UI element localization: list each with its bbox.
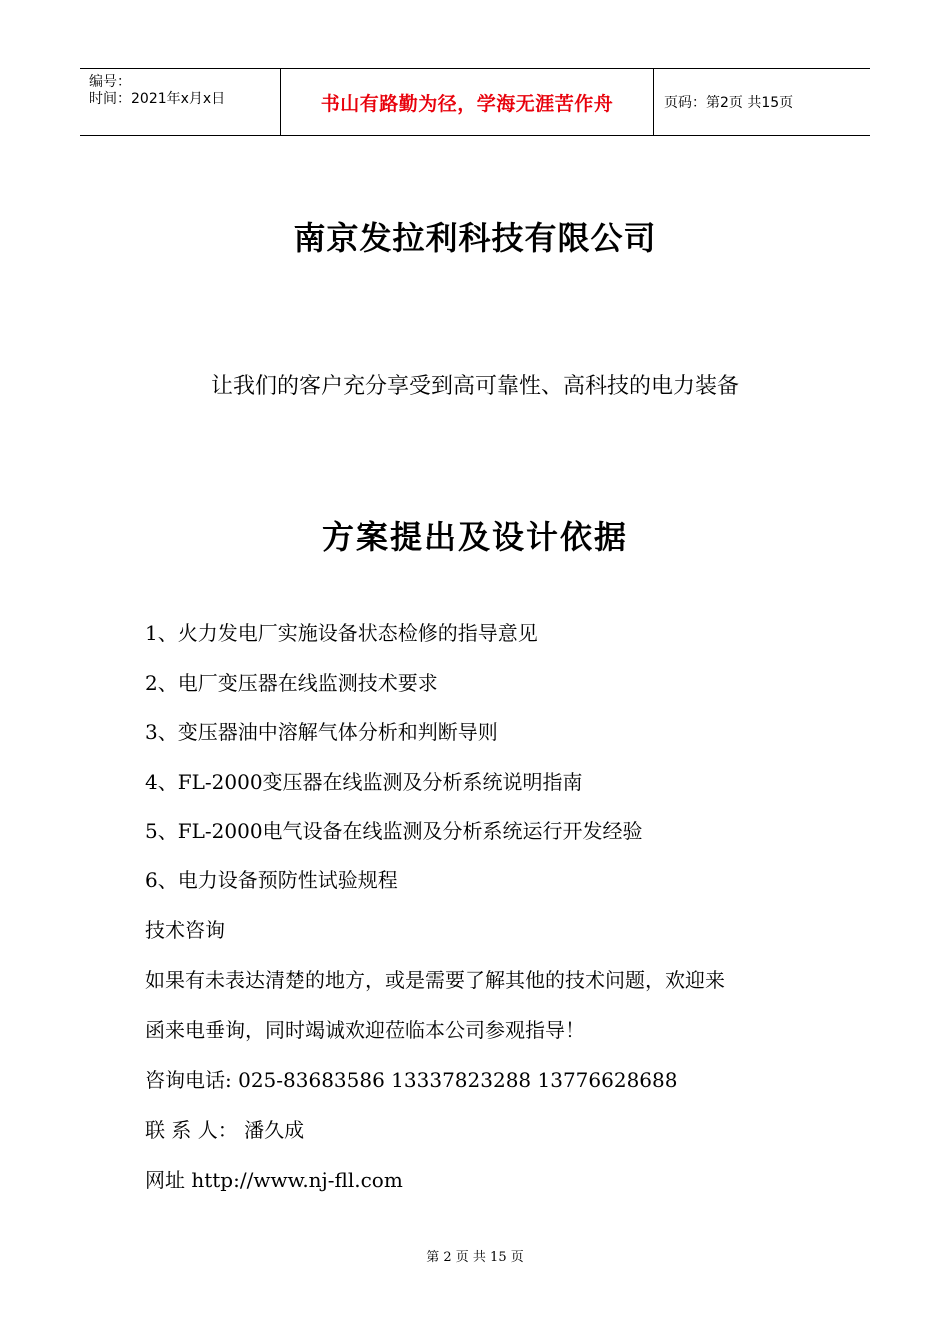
page-footer: 第 2 页 共 15 页 bbox=[426, 1250, 524, 1265]
consult-heading: 技术咨询 bbox=[145, 918, 225, 942]
consult-paragraph-line-2: 函来电垂询，同时竭诚欢迎莅临本公司参观指导！ bbox=[145, 1018, 585, 1042]
time-label: 时间：2021年x月x日 bbox=[89, 91, 226, 107]
basis-item-6: 6、电力设备预防性试验规程 bbox=[145, 868, 398, 892]
header-page-cell bbox=[654, 69, 870, 135]
header-motto: 书山有路勤为径，学海无涯苦作舟 bbox=[320, 92, 614, 115]
company-slogan: 让我们的客户充分享受到高可靠性、高科技的电力装备 bbox=[210, 374, 739, 399]
basis-item-5: 5、FL-2000电气设备在线监测及分析系统运行开发经验 bbox=[145, 819, 643, 843]
consult-paragraph-line-1: 如果有未表达清楚的地方，或是需要了解其他的技术问题，欢迎来 bbox=[145, 968, 725, 992]
consult-contact: 联 系 人： 潘久成 bbox=[145, 1118, 305, 1142]
basis-item-2: 2、电厂变压器在线监测技术要求 bbox=[145, 671, 438, 695]
company-name: 南京发拉利科技有限公司 bbox=[293, 219, 657, 257]
basis-item-1: 1、火力发电厂实施设备状态检修的指导意见 bbox=[145, 621, 538, 645]
basis-item-4: 4、FL-2000变压器在线监测及分析系统说明指南 bbox=[145, 770, 583, 794]
header-motto-cell bbox=[281, 69, 654, 135]
number-label: 编号： bbox=[89, 74, 131, 90]
consult-phone: 咨询电话: 025-83683586 13337823288 13776628688 bbox=[145, 1068, 678, 1092]
basis-item-3: 3、变压器油中溶解气体分析和判断导则 bbox=[145, 720, 498, 744]
consult-website: 网址 http://www.nj-fll.com bbox=[145, 1168, 403, 1192]
header-meta-cell bbox=[80, 69, 281, 135]
section-title: 方案提出及设计依据 bbox=[321, 518, 628, 556]
header-page-info: 页码：第2页 共15页 bbox=[664, 95, 794, 111]
document-header bbox=[80, 68, 870, 136]
